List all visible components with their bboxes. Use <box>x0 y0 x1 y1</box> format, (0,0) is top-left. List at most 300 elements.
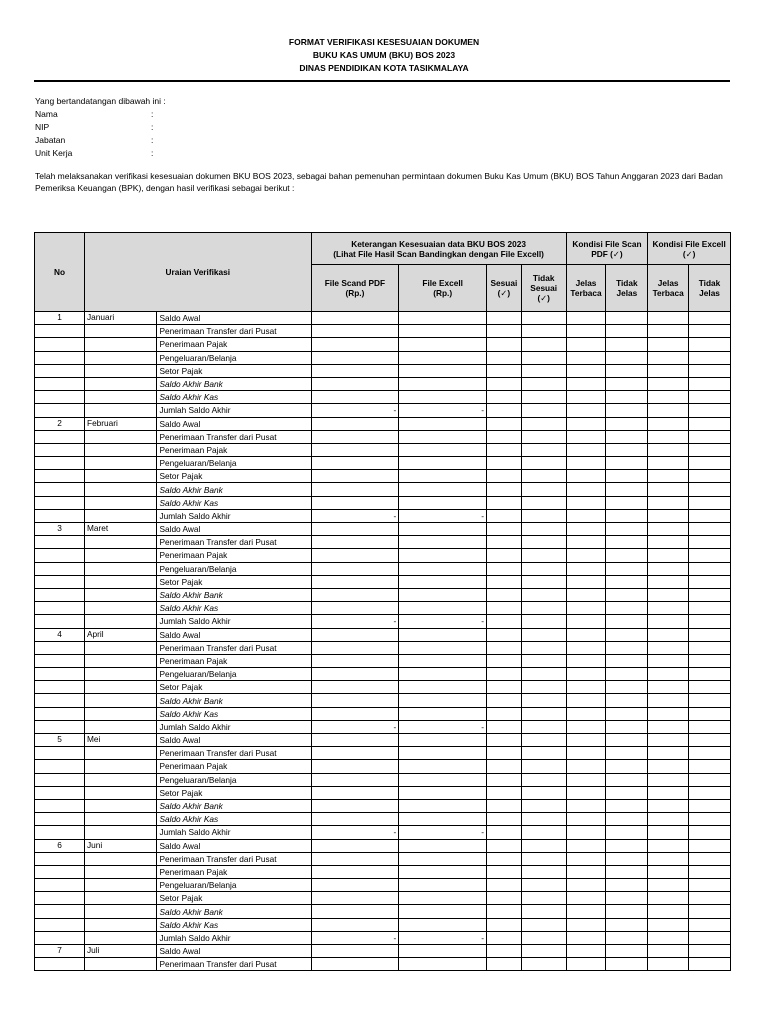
cell-sesuai[interactable] <box>487 641 522 654</box>
cell-excel-jelas[interactable] <box>648 865 689 878</box>
cell-tidak-sesuai[interactable] <box>521 470 566 483</box>
cell-excel-tidak-jelas[interactable] <box>689 892 731 905</box>
cell-file-excel[interactable] <box>399 351 487 364</box>
cell-file-excel[interactable] <box>399 694 487 707</box>
cell-file-excel[interactable] <box>399 945 487 958</box>
cell-file-excel[interactable] <box>399 536 487 549</box>
cell-pdf-jelas[interactable] <box>566 417 606 430</box>
cell-file-excel[interactable] <box>399 602 487 615</box>
cell-sesuai[interactable] <box>487 404 522 417</box>
cell-pdf-tidak-jelas[interactable] <box>606 377 648 390</box>
cell-excel-jelas[interactable] <box>648 720 689 733</box>
cell-sesuai[interactable] <box>487 720 522 733</box>
cell-tidak-sesuai[interactable] <box>521 799 566 812</box>
cell-excel-jelas[interactable] <box>648 443 689 456</box>
cell-pdf-jelas[interactable] <box>566 430 606 443</box>
cell-sesuai[interactable] <box>487 958 522 971</box>
cell-excel-jelas[interactable] <box>648 417 689 430</box>
cell-excel-tidak-jelas[interactable] <box>689 799 731 812</box>
cell-sesuai[interactable] <box>487 364 522 377</box>
cell-sesuai[interactable] <box>487 523 522 536</box>
cell-pdf-tidak-jelas[interactable] <box>606 602 648 615</box>
cell-excel-tidak-jelas[interactable] <box>689 641 731 654</box>
cell-pdf-jelas[interactable] <box>566 457 606 470</box>
cell-tidak-sesuai[interactable] <box>521 457 566 470</box>
cell-pdf-jelas[interactable] <box>566 312 606 325</box>
cell-file-excel[interactable] <box>399 681 487 694</box>
cell-file-pdf[interactable] <box>311 562 399 575</box>
cell-file-pdf[interactable] <box>311 945 399 958</box>
cell-excel-jelas[interactable] <box>648 509 689 522</box>
cell-sesuai[interactable] <box>487 615 522 628</box>
cell-file-pdf[interactable] <box>311 918 399 931</box>
cell-excel-tidak-jelas[interactable] <box>689 668 731 681</box>
cell-excel-tidak-jelas[interactable] <box>689 826 731 839</box>
cell-excel-jelas[interactable] <box>648 813 689 826</box>
cell-excel-tidak-jelas[interactable] <box>689 391 731 404</box>
cell-file-excel[interactable]: - <box>399 404 487 417</box>
cell-sesuai[interactable] <box>487 760 522 773</box>
cell-excel-jelas[interactable] <box>648 694 689 707</box>
cell-pdf-jelas[interactable] <box>566 391 606 404</box>
cell-sesuai[interactable] <box>487 496 522 509</box>
cell-file-pdf[interactable] <box>311 338 399 351</box>
cell-pdf-jelas[interactable] <box>566 536 606 549</box>
cell-pdf-jelas[interactable] <box>566 364 606 377</box>
cell-sesuai[interactable] <box>487 681 522 694</box>
cell-tidak-sesuai[interactable] <box>521 760 566 773</box>
cell-pdf-jelas[interactable] <box>566 509 606 522</box>
cell-file-excel[interactable] <box>399 628 487 641</box>
cell-pdf-tidak-jelas[interactable] <box>606 813 648 826</box>
cell-excel-jelas[interactable] <box>648 364 689 377</box>
cell-pdf-jelas[interactable] <box>566 865 606 878</box>
cell-file-excel[interactable] <box>399 483 487 496</box>
cell-file-excel[interactable] <box>399 549 487 562</box>
cell-file-excel[interactable] <box>399 668 487 681</box>
cell-excel-tidak-jelas[interactable] <box>689 654 731 667</box>
cell-excel-tidak-jelas[interactable] <box>689 496 731 509</box>
cell-excel-jelas[interactable] <box>648 905 689 918</box>
cell-file-pdf[interactable] <box>311 417 399 430</box>
cell-tidak-sesuai[interactable] <box>521 747 566 760</box>
cell-sesuai[interactable] <box>487 325 522 338</box>
cell-excel-jelas[interactable] <box>648 588 689 601</box>
cell-file-excel[interactable]: - <box>399 826 487 839</box>
cell-file-pdf[interactable] <box>311 602 399 615</box>
cell-file-pdf[interactable] <box>311 470 399 483</box>
cell-file-excel[interactable] <box>399 430 487 443</box>
cell-excel-jelas[interactable] <box>648 575 689 588</box>
cell-excel-jelas[interactable] <box>648 879 689 892</box>
cell-excel-tidak-jelas[interactable] <box>689 364 731 377</box>
cell-pdf-tidak-jelas[interactable] <box>606 430 648 443</box>
cell-file-excel[interactable]: - <box>399 720 487 733</box>
cell-file-excel[interactable] <box>399 523 487 536</box>
cell-pdf-jelas[interactable] <box>566 641 606 654</box>
cell-excel-tidak-jelas[interactable] <box>689 865 731 878</box>
cell-file-pdf[interactable] <box>311 668 399 681</box>
cell-file-pdf[interactable] <box>311 958 399 971</box>
cell-pdf-jelas[interactable] <box>566 786 606 799</box>
cell-sesuai[interactable] <box>487 839 522 852</box>
cell-tidak-sesuai[interactable] <box>521 391 566 404</box>
cell-tidak-sesuai[interactable] <box>521 615 566 628</box>
cell-excel-jelas[interactable] <box>648 681 689 694</box>
cell-sesuai[interactable] <box>487 575 522 588</box>
cell-file-pdf[interactable]: - <box>311 720 399 733</box>
cell-pdf-jelas[interactable] <box>566 325 606 338</box>
cell-excel-jelas[interactable] <box>648 325 689 338</box>
cell-pdf-jelas[interactable] <box>566 734 606 747</box>
cell-tidak-sesuai[interactable] <box>521 905 566 918</box>
cell-pdf-jelas[interactable] <box>566 351 606 364</box>
cell-file-excel[interactable] <box>399 417 487 430</box>
cell-sesuai[interactable] <box>487 509 522 522</box>
cell-tidak-sesuai[interactable] <box>521 351 566 364</box>
cell-excel-tidak-jelas[interactable] <box>689 852 731 865</box>
cell-tidak-sesuai[interactable] <box>521 364 566 377</box>
cell-sesuai[interactable] <box>487 338 522 351</box>
cell-sesuai[interactable] <box>487 312 522 325</box>
cell-sesuai[interactable] <box>487 707 522 720</box>
cell-tidak-sesuai[interactable] <box>521 892 566 905</box>
cell-pdf-jelas[interactable] <box>566 575 606 588</box>
cell-pdf-jelas[interactable] <box>566 443 606 456</box>
cell-tidak-sesuai[interactable] <box>521 588 566 601</box>
cell-tidak-sesuai[interactable] <box>521 549 566 562</box>
cell-file-excel[interactable]: - <box>399 509 487 522</box>
cell-excel-tidak-jelas[interactable] <box>689 483 731 496</box>
cell-pdf-tidak-jelas[interactable] <box>606 681 648 694</box>
cell-excel-tidak-jelas[interactable] <box>689 562 731 575</box>
cell-pdf-tidak-jelas[interactable] <box>606 391 648 404</box>
cell-file-excel[interactable] <box>399 773 487 786</box>
cell-pdf-tidak-jelas[interactable] <box>606 483 648 496</box>
cell-excel-tidak-jelas[interactable] <box>689 457 731 470</box>
cell-tidak-sesuai[interactable] <box>521 694 566 707</box>
cell-sesuai[interactable] <box>487 628 522 641</box>
cell-excel-tidak-jelas[interactable] <box>689 786 731 799</box>
cell-pdf-tidak-jelas[interactable] <box>606 918 648 931</box>
cell-pdf-jelas[interactable] <box>566 760 606 773</box>
cell-excel-tidak-jelas[interactable] <box>689 325 731 338</box>
cell-file-excel[interactable] <box>399 918 487 931</box>
cell-sesuai[interactable] <box>487 747 522 760</box>
cell-excel-tidak-jelas[interactable] <box>689 523 731 536</box>
cell-pdf-tidak-jelas[interactable] <box>606 325 648 338</box>
cell-file-pdf[interactable] <box>311 773 399 786</box>
cell-file-pdf[interactable]: - <box>311 931 399 944</box>
cell-pdf-jelas[interactable] <box>566 470 606 483</box>
cell-tidak-sesuai[interactable] <box>521 325 566 338</box>
cell-file-excel[interactable] <box>399 958 487 971</box>
cell-tidak-sesuai[interactable] <box>521 720 566 733</box>
cell-file-excel[interactable] <box>399 641 487 654</box>
cell-tidak-sesuai[interactable] <box>521 707 566 720</box>
cell-tidak-sesuai[interactable] <box>521 562 566 575</box>
cell-file-pdf[interactable] <box>311 852 399 865</box>
cell-file-pdf[interactable] <box>311 905 399 918</box>
cell-excel-tidak-jelas[interactable] <box>689 628 731 641</box>
cell-pdf-tidak-jelas[interactable] <box>606 654 648 667</box>
cell-excel-tidak-jelas[interactable] <box>689 575 731 588</box>
cell-sesuai[interactable] <box>487 865 522 878</box>
cell-excel-jelas[interactable] <box>648 654 689 667</box>
cell-pdf-tidak-jelas[interactable] <box>606 641 648 654</box>
cell-pdf-jelas[interactable] <box>566 668 606 681</box>
cell-pdf-jelas[interactable] <box>566 562 606 575</box>
cell-file-pdf[interactable] <box>311 799 399 812</box>
cell-file-pdf[interactable] <box>311 628 399 641</box>
cell-excel-jelas[interactable] <box>648 457 689 470</box>
cell-file-pdf[interactable] <box>311 681 399 694</box>
cell-excel-tidak-jelas[interactable] <box>689 351 731 364</box>
cell-pdf-jelas[interactable] <box>566 918 606 931</box>
cell-tidak-sesuai[interactable] <box>521 430 566 443</box>
cell-sesuai[interactable] <box>487 483 522 496</box>
cell-sesuai[interactable] <box>487 852 522 865</box>
cell-sesuai[interactable] <box>487 654 522 667</box>
cell-file-pdf[interactable] <box>311 457 399 470</box>
cell-tidak-sesuai[interactable] <box>521 496 566 509</box>
cell-file-excel[interactable] <box>399 562 487 575</box>
cell-pdf-jelas[interactable] <box>566 628 606 641</box>
cell-tidak-sesuai[interactable] <box>521 786 566 799</box>
cell-excel-jelas[interactable] <box>648 747 689 760</box>
cell-file-pdf[interactable] <box>311 641 399 654</box>
cell-file-pdf[interactable] <box>311 391 399 404</box>
cell-file-excel[interactable] <box>399 786 487 799</box>
cell-tidak-sesuai[interactable] <box>521 523 566 536</box>
cell-pdf-tidak-jelas[interactable] <box>606 628 648 641</box>
cell-file-excel[interactable] <box>399 813 487 826</box>
cell-file-pdf[interactable]: - <box>311 615 399 628</box>
cell-file-excel[interactable] <box>399 377 487 390</box>
cell-sesuai[interactable] <box>487 457 522 470</box>
cell-excel-tidak-jelas[interactable] <box>689 707 731 720</box>
cell-pdf-tidak-jelas[interactable] <box>606 747 648 760</box>
cell-pdf-tidak-jelas[interactable] <box>606 509 648 522</box>
cell-tidak-sesuai[interactable] <box>521 668 566 681</box>
cell-excel-jelas[interactable] <box>648 641 689 654</box>
cell-pdf-jelas[interactable] <box>566 654 606 667</box>
cell-file-pdf[interactable] <box>311 813 399 826</box>
cell-sesuai[interactable] <box>487 931 522 944</box>
cell-file-pdf[interactable] <box>311 588 399 601</box>
cell-file-excel[interactable] <box>399 654 487 667</box>
cell-excel-tidak-jelas[interactable] <box>689 760 731 773</box>
cell-pdf-jelas[interactable] <box>566 496 606 509</box>
cell-pdf-tidak-jelas[interactable] <box>606 773 648 786</box>
cell-excel-tidak-jelas[interactable] <box>689 338 731 351</box>
cell-file-excel[interactable]: - <box>399 615 487 628</box>
cell-pdf-jelas[interactable] <box>566 377 606 390</box>
cell-sesuai[interactable] <box>487 773 522 786</box>
cell-excel-tidak-jelas[interactable] <box>689 536 731 549</box>
cell-file-excel[interactable]: - <box>399 931 487 944</box>
cell-sesuai[interactable] <box>487 945 522 958</box>
cell-file-pdf[interactable] <box>311 786 399 799</box>
cell-sesuai[interactable] <box>487 734 522 747</box>
cell-file-excel[interactable] <box>399 496 487 509</box>
cell-pdf-tidak-jelas[interactable] <box>606 734 648 747</box>
cell-sesuai[interactable] <box>487 892 522 905</box>
cell-excel-jelas[interactable] <box>648 483 689 496</box>
cell-excel-jelas[interactable] <box>648 536 689 549</box>
cell-sesuai[interactable] <box>487 694 522 707</box>
cell-pdf-jelas[interactable] <box>566 931 606 944</box>
cell-excel-tidak-jelas[interactable] <box>689 588 731 601</box>
cell-sesuai[interactable] <box>487 588 522 601</box>
cell-pdf-jelas[interactable] <box>566 404 606 417</box>
cell-tidak-sesuai[interactable] <box>521 654 566 667</box>
cell-excel-tidak-jelas[interactable] <box>689 430 731 443</box>
cell-file-pdf[interactable] <box>311 865 399 878</box>
cell-pdf-tidak-jelas[interactable] <box>606 496 648 509</box>
cell-sesuai[interactable] <box>487 826 522 839</box>
cell-excel-jelas[interactable] <box>648 931 689 944</box>
cell-pdf-jelas[interactable] <box>566 773 606 786</box>
cell-pdf-tidak-jelas[interactable] <box>606 760 648 773</box>
cell-tidak-sesuai[interactable] <box>521 417 566 430</box>
cell-excel-jelas[interactable] <box>648 734 689 747</box>
cell-excel-tidak-jelas[interactable] <box>689 602 731 615</box>
cell-pdf-tidak-jelas[interactable] <box>606 826 648 839</box>
cell-excel-jelas[interactable] <box>648 668 689 681</box>
cell-excel-jelas[interactable] <box>648 958 689 971</box>
cell-sesuai[interactable] <box>487 470 522 483</box>
cell-pdf-tidak-jelas[interactable] <box>606 549 648 562</box>
cell-sesuai[interactable] <box>487 549 522 562</box>
cell-excel-jelas[interactable] <box>648 351 689 364</box>
cell-pdf-jelas[interactable] <box>566 615 606 628</box>
cell-tidak-sesuai[interactable] <box>521 377 566 390</box>
cell-excel-jelas[interactable] <box>648 377 689 390</box>
cell-excel-jelas[interactable] <box>648 615 689 628</box>
cell-excel-tidak-jelas[interactable] <box>689 813 731 826</box>
cell-file-pdf[interactable] <box>311 575 399 588</box>
cell-tidak-sesuai[interactable] <box>521 602 566 615</box>
cell-excel-tidak-jelas[interactable] <box>689 839 731 852</box>
cell-excel-tidak-jelas[interactable] <box>689 879 731 892</box>
cell-file-excel[interactable] <box>399 734 487 747</box>
cell-excel-jelas[interactable] <box>648 707 689 720</box>
cell-pdf-tidak-jelas[interactable] <box>606 879 648 892</box>
cell-excel-tidak-jelas[interactable] <box>689 615 731 628</box>
cell-pdf-jelas[interactable] <box>566 483 606 496</box>
cell-excel-tidak-jelas[interactable] <box>689 470 731 483</box>
cell-excel-tidak-jelas[interactable] <box>689 958 731 971</box>
cell-file-excel[interactable] <box>399 443 487 456</box>
cell-file-pdf[interactable] <box>311 325 399 338</box>
cell-file-pdf[interactable] <box>311 707 399 720</box>
cell-tidak-sesuai[interactable] <box>521 312 566 325</box>
cell-pdf-tidak-jelas[interactable] <box>606 338 648 351</box>
cell-file-excel[interactable] <box>399 707 487 720</box>
cell-sesuai[interactable] <box>487 391 522 404</box>
cell-tidak-sesuai[interactable] <box>521 641 566 654</box>
cell-file-pdf[interactable] <box>311 312 399 325</box>
cell-sesuai[interactable] <box>487 602 522 615</box>
cell-excel-jelas[interactable] <box>648 338 689 351</box>
cell-file-excel[interactable] <box>399 338 487 351</box>
cell-file-pdf[interactable] <box>311 734 399 747</box>
cell-sesuai[interactable] <box>487 813 522 826</box>
cell-pdf-jelas[interactable] <box>566 839 606 852</box>
cell-file-pdf[interactable] <box>311 892 399 905</box>
cell-pdf-tidak-jelas[interactable] <box>606 945 648 958</box>
cell-excel-tidak-jelas[interactable] <box>689 443 731 456</box>
cell-excel-jelas[interactable] <box>648 562 689 575</box>
cell-sesuai[interactable] <box>487 879 522 892</box>
cell-tidak-sesuai[interactable] <box>521 536 566 549</box>
cell-file-pdf[interactable] <box>311 496 399 509</box>
cell-pdf-jelas[interactable] <box>566 905 606 918</box>
cell-pdf-jelas[interactable] <box>566 588 606 601</box>
cell-tidak-sesuai[interactable] <box>521 509 566 522</box>
cell-excel-jelas[interactable] <box>648 391 689 404</box>
cell-excel-jelas[interactable] <box>648 312 689 325</box>
cell-pdf-jelas[interactable] <box>566 747 606 760</box>
cell-sesuai[interactable] <box>487 351 522 364</box>
cell-excel-jelas[interactable] <box>648 628 689 641</box>
cell-excel-jelas[interactable] <box>648 430 689 443</box>
cell-excel-jelas[interactable] <box>648 760 689 773</box>
cell-pdf-tidak-jelas[interactable] <box>606 470 648 483</box>
cell-excel-tidak-jelas[interactable] <box>689 720 731 733</box>
cell-sesuai[interactable] <box>487 905 522 918</box>
cell-excel-jelas[interactable] <box>648 839 689 852</box>
cell-pdf-tidak-jelas[interactable] <box>606 404 648 417</box>
cell-pdf-tidak-jelas[interactable] <box>606 839 648 852</box>
cell-pdf-tidak-jelas[interactable] <box>606 852 648 865</box>
cell-pdf-jelas[interactable] <box>566 799 606 812</box>
cell-tidak-sesuai[interactable] <box>521 404 566 417</box>
cell-file-pdf[interactable] <box>311 377 399 390</box>
cell-excel-jelas[interactable] <box>648 918 689 931</box>
cell-sesuai[interactable] <box>487 786 522 799</box>
cell-pdf-tidak-jelas[interactable] <box>606 575 648 588</box>
cell-sesuai[interactable] <box>487 668 522 681</box>
cell-tidak-sesuai[interactable] <box>521 826 566 839</box>
cell-file-pdf[interactable] <box>311 364 399 377</box>
cell-tidak-sesuai[interactable] <box>521 338 566 351</box>
cell-tidak-sesuai[interactable] <box>521 852 566 865</box>
cell-pdf-jelas[interactable] <box>566 852 606 865</box>
cell-pdf-tidak-jelas[interactable] <box>606 562 648 575</box>
cell-excel-tidak-jelas[interactable] <box>689 417 731 430</box>
cell-excel-tidak-jelas[interactable] <box>689 945 731 958</box>
cell-pdf-tidak-jelas[interactable] <box>606 457 648 470</box>
cell-file-excel[interactable] <box>399 457 487 470</box>
cell-pdf-jelas[interactable] <box>566 945 606 958</box>
cell-pdf-jelas[interactable] <box>566 879 606 892</box>
cell-pdf-tidak-jelas[interactable] <box>606 905 648 918</box>
cell-sesuai[interactable] <box>487 417 522 430</box>
cell-pdf-tidak-jelas[interactable] <box>606 958 648 971</box>
cell-excel-jelas[interactable] <box>648 496 689 509</box>
cell-file-pdf[interactable] <box>311 430 399 443</box>
cell-file-pdf[interactable] <box>311 694 399 707</box>
cell-pdf-jelas[interactable] <box>566 707 606 720</box>
cell-sesuai[interactable] <box>487 562 522 575</box>
cell-pdf-jelas[interactable] <box>566 694 606 707</box>
cell-file-excel[interactable] <box>399 364 487 377</box>
cell-file-pdf[interactable] <box>311 443 399 456</box>
cell-excel-jelas[interactable] <box>648 826 689 839</box>
cell-file-pdf[interactable] <box>311 839 399 852</box>
